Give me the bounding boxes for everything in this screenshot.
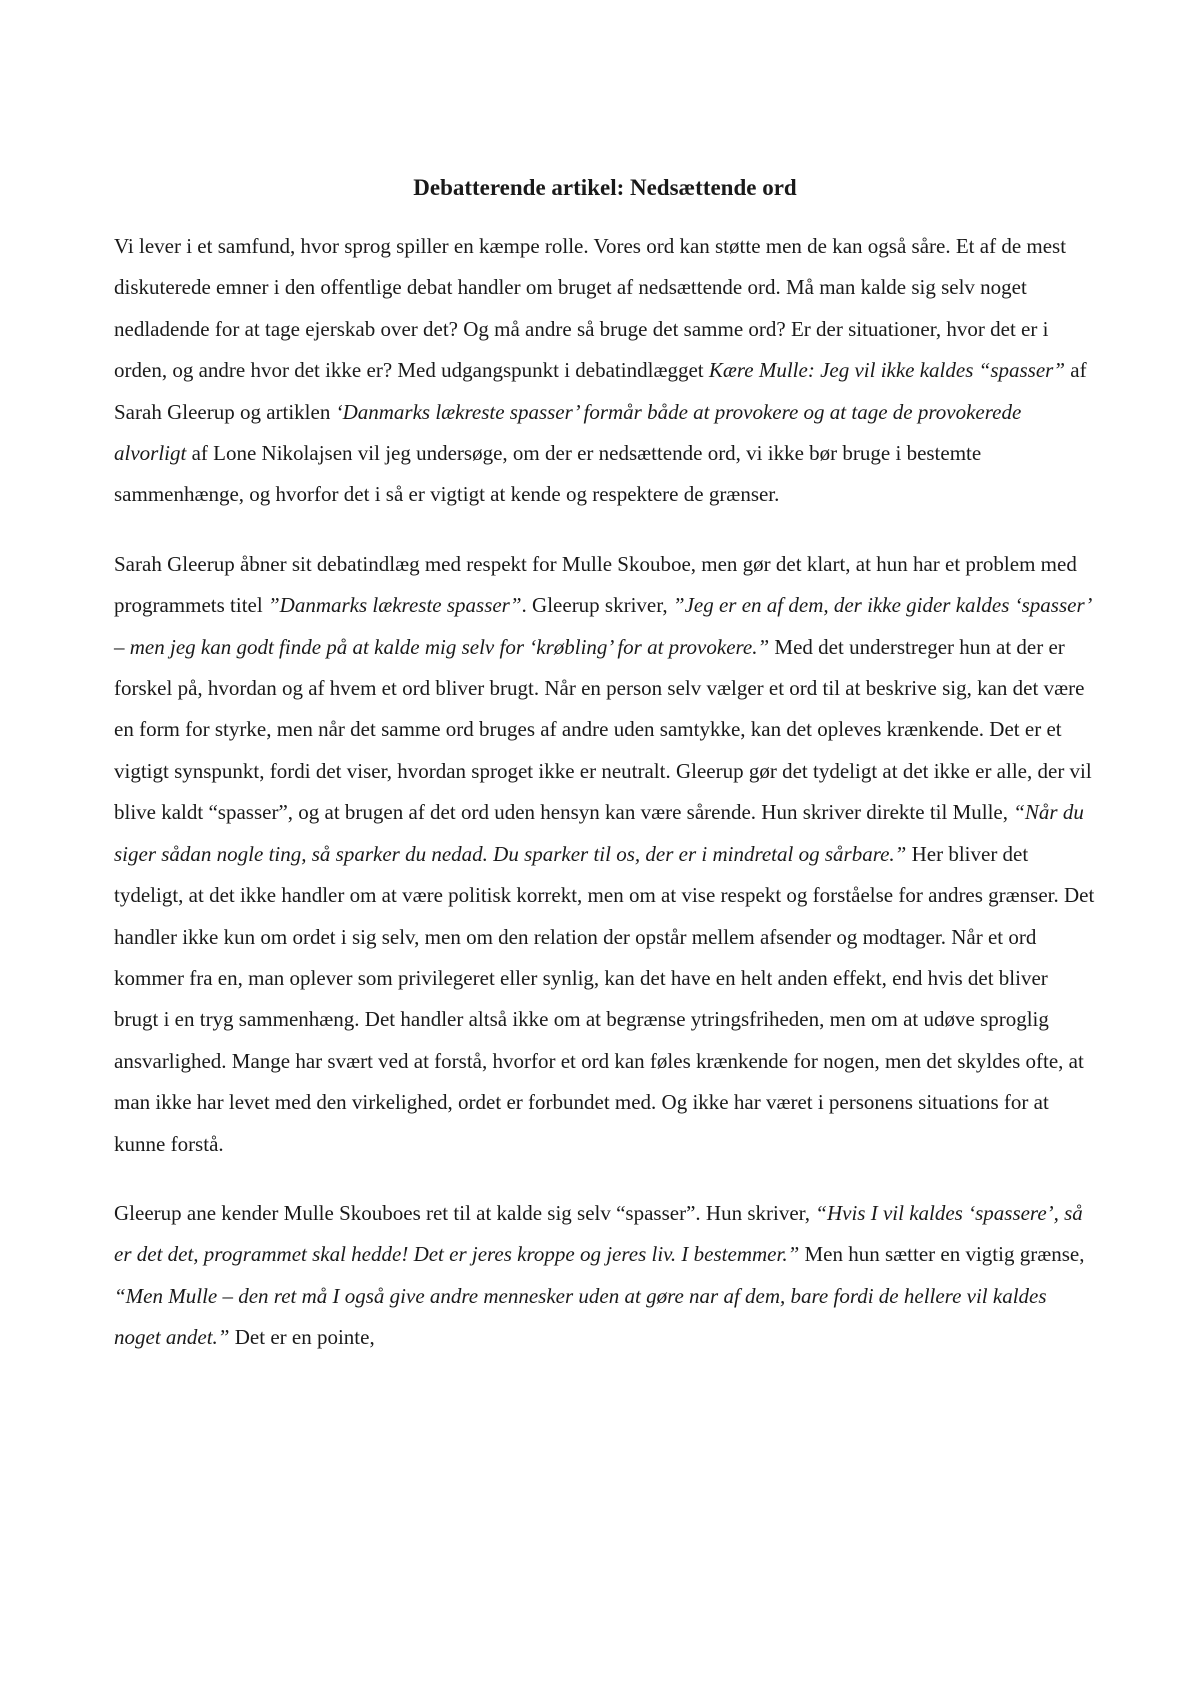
italic-quote: “Hvis I vil kaldes ‘spassere’, så er det det, programmet skal hedde! Det er jeres kroppe og jeres liv. I bestemmer.” xyxy=(114,1200,1083,1267)
document-body xyxy=(114,168,1096,1387)
document-title: Debatterende artikel: Nedsættende ord xyxy=(413,175,797,200)
text-segment: Men hun sætter en vigtig grænse, xyxy=(799,1242,1085,1267)
paragraph-2 xyxy=(114,544,1096,1165)
italic-citation: Kære Mulle: Jeg vil ikke kaldes “spasser” xyxy=(708,358,1066,383)
italic-citation: ”Danmarks lækreste spasser” xyxy=(267,593,522,618)
text-segment: af Lone Nikolajsen vil jeg undersøge, om der er nedsættende ord, vi ikke bør bruge i bestemte sammenhænge, og hvorfor det i så er vigtigt at kende og respektere de grænser. xyxy=(114,441,982,507)
text-segment: Vi lever i et samfund, hvor sprog spiller en kæmpe rolle. Vores ord kan støtte men de kan også såre. Et af de mest diskuterede emner i den offentlige debat handler om bruget af nedsættende ord. Må man kalde sig selv noget nedladende for at tage ejerskab over det? Og må andre så bruge det samme ord? Er der situationer, hvor det er i orden, og andre hvor det ikke er? Med udgangspunkt i debatindlægget xyxy=(114,234,1067,383)
text-segment: . Gleerup skriver, xyxy=(521,593,673,618)
paragraph-1 xyxy=(114,226,1096,516)
italic-citation: ‘Danmarks lækreste spasser’ formår både at provokere og at tage de provokerede alvorligt xyxy=(114,399,1022,466)
text-segment: Med det understreger hun at der er forskel på, hvordan og af hvem et ord bliver brugt. Når en person selv vælger et ord til at beskrive sig, kan det være en form for styrke, men når det samme ord bruges af andre uden samtykke, kan det opleves krænkende. Det er et vigtigt synspunkt, fordi det viser, hvordan sproget ikke er neutralt. Gleerup gør det tydeligt at det ikke er alle, der vil blive kaldt “spasser”, og at brugen af det ord uden hensyn kan være sårende. Hun skriver direkte til Mulle, xyxy=(114,634,1092,825)
italic-quote: ”Jeg er en af dem, der ikke gider kaldes ‘spasser’ – men jeg kan godt finde på at kalde mig selv for ‘krøbling’ for at provokere.” xyxy=(114,593,1091,659)
text-segment: Her bliver det tydeligt, at det ikke handler om at være politisk korrekt, men om at vise respekt og forståelse for andres grænser. Det handler ikke kun om ordet i sig selv, men om den relation der opstår mellem afsender og modtager. Når et ord kommer fra en, man oplever som privilegeret eller synlig, kan det have en helt anden effekt, end hvis det bliver brugt i en tryg sammenhæng. Det handler altså ikke om at begrænse ytringsfriheden, men om at udøve sproglig ansvarlighed. Mange har svært ved at forstå, hvorfor et ord kan føles krænkende for nogen, men det skyldes ofte, at man ikke har levet med den virkelighed, ordet er forbundet med. Og ikke har været i personens situations for at kunne forstå. xyxy=(114,841,1095,1156)
italic-quote: “Når du siger sådan nogle ting, så sparker du nedad. Du sparker til os, der er i mindretal og sårbare.” xyxy=(114,800,1084,866)
text-segment: Sarah Gleerup åbner sit debatindlæg med respekt for Mulle Skouboe, men gør det klart, at hun har et problem med programmets titel xyxy=(114,551,1077,618)
italic-quote: “Men Mulle – den ret må I også give andre mennesker uden at gøre nar af dem, bare fordi de hellere vil kaldes noget andet.” xyxy=(114,1283,1047,1350)
text-segment: af Sarah Gleerup og artiklen xyxy=(114,358,1087,424)
paragraph-3 xyxy=(114,1193,1096,1359)
text-segment: Gleerup ane kender Mulle Skouboes ret til at kalde sig selv “spasser”. Hun skriver, xyxy=(114,1200,816,1225)
text-segment: Det er en pointe, xyxy=(229,1325,375,1350)
